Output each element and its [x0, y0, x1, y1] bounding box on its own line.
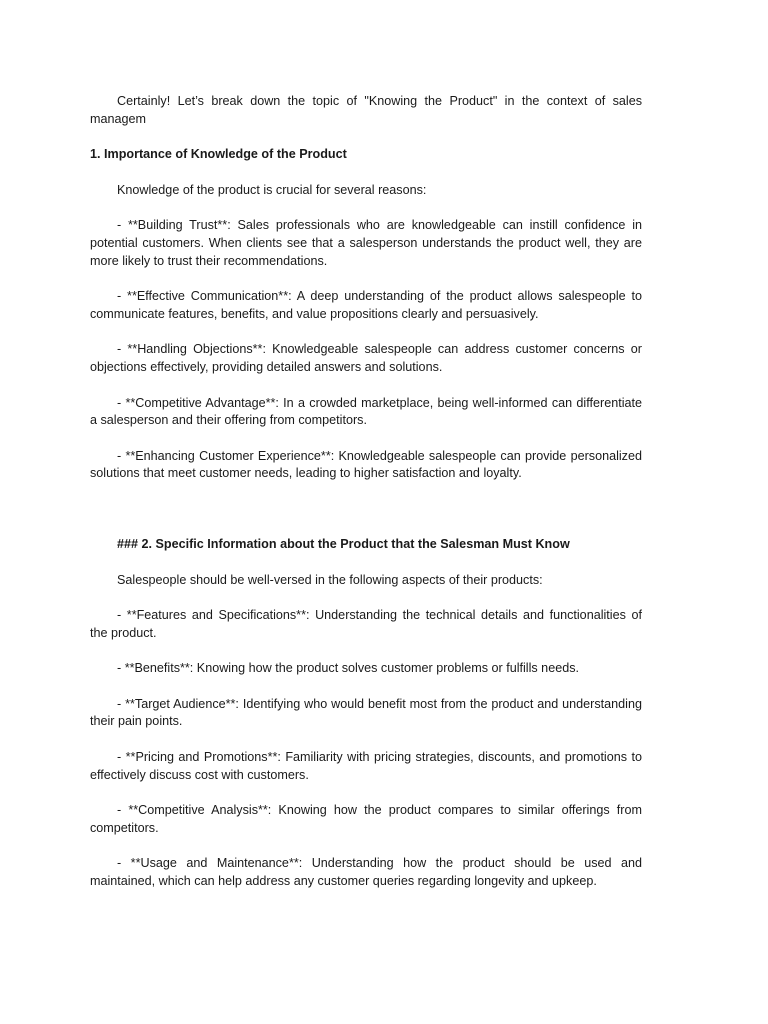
list-item: - **Pricing and Promotions**: Familiarity with pricing strategies, discounts, and promotions to effectively discuss cost with customers. [90, 750, 642, 782]
section2-lead: Salespeople should be well-versed in the following aspects of their products: [117, 572, 543, 587]
section-spacer [90, 501, 642, 536]
list-item: - **Effective Communication**: A deep understanding of the product allows salespeople to communicate features, benefits, and value propositions clearly and persuasively. [90, 289, 642, 321]
list-item: - **Building Trust**: Sales professionals who are knowledgeable can instill confidence in potential customers. When clients see that a salesperson understands the product well, they are more likely to trust their recommendations. [90, 218, 642, 268]
list-item: - **Competitive Analysis**: Knowing how the product compares to similar offerings from competitors. [90, 803, 642, 835]
list-item: - **Competitive Advantage**: In a crowded marketplace, being well-informed can differentiate a salesperson and their offering from competitors. [90, 395, 642, 428]
list-item: - **Enhancing Customer Experience**: Knowledgeable salespeople can provide personalized solutions that meet customer needs, leading to higher satisfaction and loyalty. [90, 448, 642, 481]
list-item: - **Handling Objections**: Knowledgeable salespeople can address customer concerns or objections effectively, providing detailed answers and solutions. [90, 342, 642, 374]
list-item: - **Features and Specifications**: Understanding the technical details and functionalities of the product. [90, 608, 642, 640]
list-item: - **Benefits**: Knowing how the product solves customer problems or fulfills needs. [117, 661, 579, 676]
section1-lead: Knowledge of the product is crucial for several reasons: [117, 182, 427, 197]
section1-heading: 1. Importance of Knowledge of the Product [90, 147, 347, 162]
list-item: - **Target Audience**: Identifying who would benefit most from the product and understanding their pain points. [90, 696, 642, 729]
section2-heading: ### 2. Specific Information about the Product that the Salesman Must Know [117, 536, 570, 551]
list-item: - **Usage and Maintenance**: Understanding how the product should be used and maintained, which can help address any customer queries regarding longevity and upkeep. [90, 856, 642, 889]
intro-paragraph: Certainly! Let’s break down the topic of "Knowing the Product" in the context of sales managem [90, 94, 642, 126]
